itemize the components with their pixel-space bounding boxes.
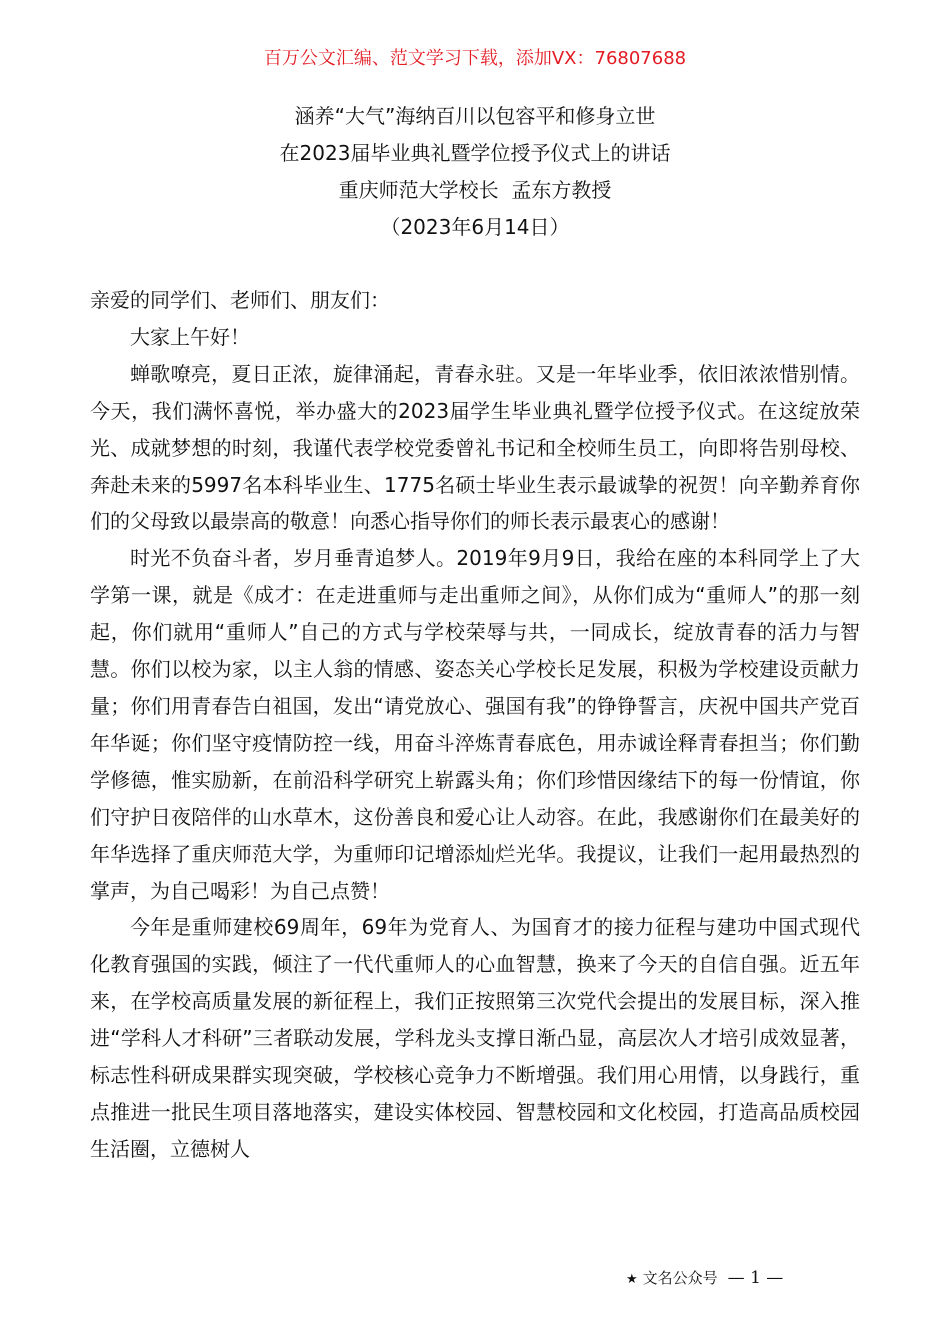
paragraph: 今年是重师建校69周年，69年为党育人、为国育才的接力征程与建功中国式现代化教育强国的实践，倾注了一代代重师人的心血智慧，换来了今天的自信自强。近五年来，在学校高质量发展的新征程上，我们正按照第三次党代会提出的发展目标，深入推进“学科人才科研”三者联动发展，学科龙头支撑日渐凸显，高层次人才培引成效显著，标志性科研成果群实现突破，学校核心竞争力不断增强。我们用心用情，以身践行，重点推进一批民生项目落地落实，建设实体校园、智慧校园和文化校园，打造高品质校园生活圈，立德树人 [90, 915, 860, 1161]
speech-date: （2023年6月14日） [380, 215, 570, 239]
promo-banner: 百万公文汇编、范文学习下载，添加VX：76807688 [263, 48, 687, 69]
page-footer [626, 1266, 783, 1292]
salutation: 亲爱的同学们、老师们、朋友们： [90, 288, 390, 312]
star-icon: ★ [626, 1272, 638, 1287]
paragraph-greeting: 大家上午好！ [130, 324, 250, 349]
footer-label: 文名公众号 [642, 1269, 718, 1287]
paragraph: 蝉歌嘹亮，夏日正浓，旋律涌起，青春永驻。又是一年毕业季，依旧浓浓惜别情。今天，我们满怀喜悦，举办盛大的2023届学生毕业典礼暨学位授予仪式。在这绽放荣光、成就梦想的时刻，我谨代表学校党委曾礼书记和全校师生员工，向即将告别母校、奔赴未来的5997名本科毕业生、1775名硕士毕业生表示最诚挚的祝贺！向辛勤养育你们的父母致以最崇高的敬意！向悉心指导你们的师长表示最衷心的感谢！ [90, 361, 860, 534]
title-block [0, 98, 950, 246]
speaker-line: 重庆师范大学校长 孟东方教授 [338, 178, 612, 202]
page-number: — 1 — [727, 1268, 784, 1288]
speech-title: 涵养“大气”海纳百川以包容平和修身立世 [294, 104, 656, 128]
paragraph: 时光不负奋斗者，岁月垂青追梦人。2019年9月9日，我给在座的本科同学上了大学第一课，就是《成才：在走进重师与走出重师之间》，从你们成为“重师人”的那一刻起，你们就用“重师人”自己的方式与学校荣辱与共，一同成长，绽放青春的活力与智慧。你们以校为家，以主人翁的情感、姿态关心学校长足发展，积极为学校建设贡献力量；你们用青春告白祖国，发出“请党放心、强国有我”的铮铮誓言，庆祝中国共产党百年华诞；你们坚守疫情防控一线，用奋斗淬炼青春底色，用赤诚诠释青春担当；你们勤学修德，惟实励新，在前沿科学研究上崭露头角；你们珍惜因缘结下的每一份情谊，你们守护日夜陪伴的山水草木，这份善良和爱心让人动容。在此，我感谢你们在最美好的年华选择了重庆师范大学，为重师印记增添灿烂光华。我提议，让我们一起用最热烈的掌声，为自己喝彩！为自己点赞！ [90, 546, 860, 903]
speech-subtitle: 在2023届毕业典礼暨学位授予仪式上的讲话 [279, 141, 671, 165]
speech-body [90, 282, 860, 1168]
